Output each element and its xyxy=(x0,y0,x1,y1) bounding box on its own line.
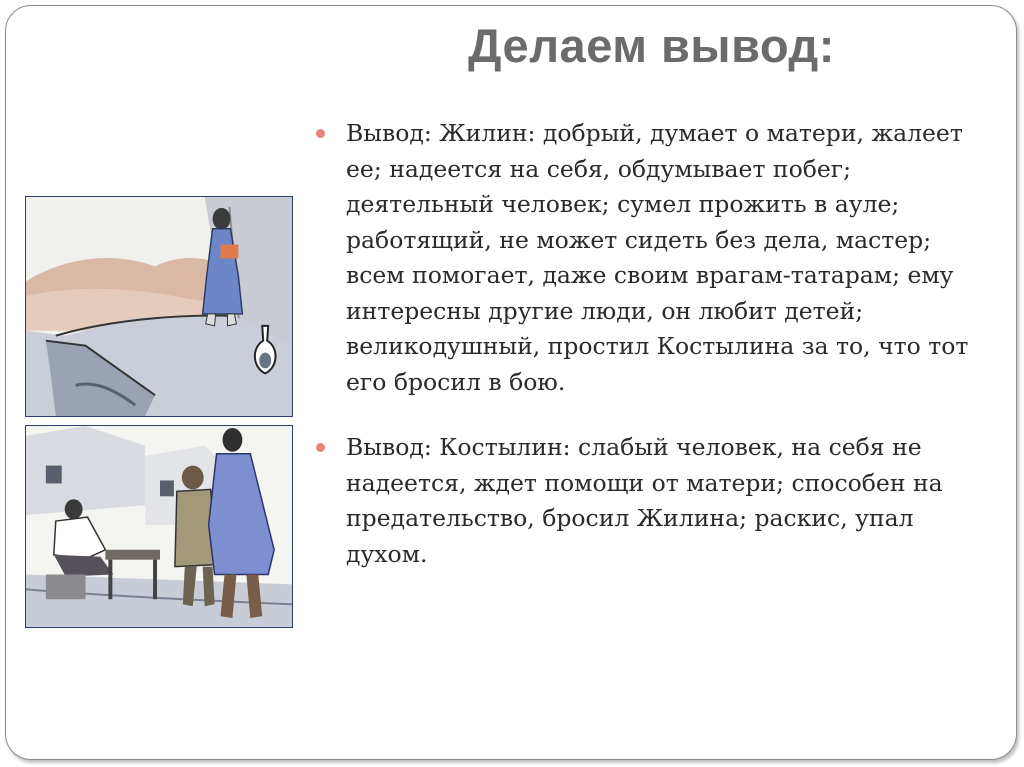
bullet-list xyxy=(316,116,976,602)
illustration-girl-on-roof xyxy=(25,196,293,417)
bullet-text-zhilin: Вывод: Жилин: добрый, думает о матери, жалеет ее; надеется на себя, обдумывает побег; деятельный человек; сумел прожить в ауле; работящий, не может сидеть без дела, мастер; всем помогает, даже своим врагам-татарам; ему интересны другие люди, он любит детей; великодушный, простил Костылина за то, что тот его бросил в бою. xyxy=(346,119,969,396)
bullet-dot-icon xyxy=(316,443,325,452)
girl-on-roof-drawing xyxy=(26,197,292,416)
bullet-item-zhilin xyxy=(316,116,976,400)
slide-title: Делаем вывод: xyxy=(468,19,835,72)
craftsman-drawing xyxy=(26,426,292,627)
illustration-craftsman-and-villagers xyxy=(25,425,293,628)
bullet-item-kostylin xyxy=(316,430,976,572)
bullet-text-kostylin: Вывод: Костылин: слабый человек, на себя не надеется, ждет помощи от матери; способен на предательство, бросил Жилина; раскис, упал духом. xyxy=(346,433,943,568)
bullet-dot-icon xyxy=(316,129,325,138)
